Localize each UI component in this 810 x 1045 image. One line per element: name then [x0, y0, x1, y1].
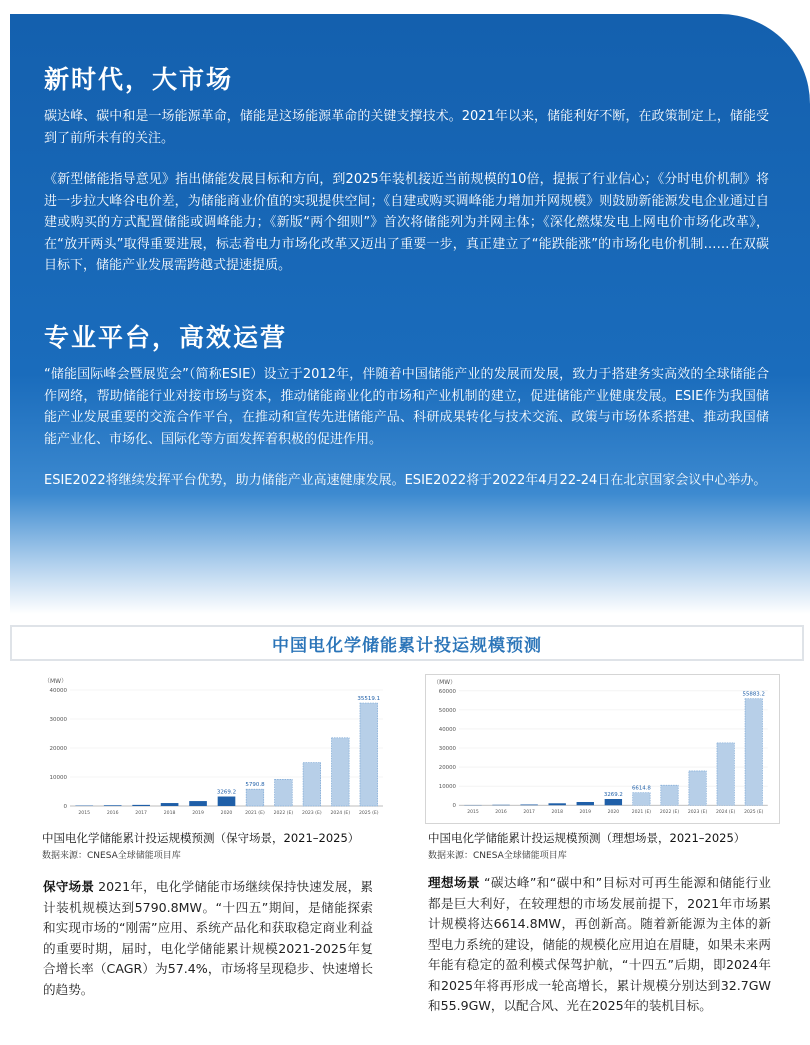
- chart-bar: [132, 805, 150, 806]
- chart-data-label: 35519.1: [357, 695, 381, 702]
- chart-bar: [161, 803, 179, 806]
- chart-xtick-label: 2025 (E): [358, 811, 379, 816]
- chart-bar: [661, 785, 678, 805]
- chart-bar: [717, 743, 734, 805]
- chart-bar: [633, 793, 650, 806]
- description-conservative: [43, 877, 373, 1000]
- chart-banner: 中国电化学储能累计投运规模预测: [10, 625, 804, 661]
- chart-ideal: [425, 674, 780, 824]
- chart-ytick-label: 0: [63, 804, 67, 810]
- chart-ytick-label: 10000: [49, 775, 67, 781]
- chart-source: 数据来源：CNESA全球储能项目库: [428, 851, 567, 861]
- section-new-era: [44, 60, 769, 297]
- chart-xtick-label: 2020: [220, 811, 233, 816]
- chart-data-label: 55883.2: [742, 691, 765, 698]
- description-label: 保守场景: [43, 879, 95, 894]
- chart-ytick-label: 60000: [438, 688, 456, 695]
- chart-bar: [331, 738, 349, 806]
- chart-ideal-svg: [426, 675, 779, 823]
- chart-bar: [520, 804, 537, 805]
- chart-unit-label: （MW）: [433, 679, 457, 686]
- chart-ytick-label: 30000: [49, 717, 67, 723]
- chart-bar: [218, 797, 236, 806]
- section-paragraph: 《新型储能指导意见》指出储能发展目标和方向，到2025年装机接近当前规模的10倍，提振了行业信心；《分时电价机制》将进一步拉大峰谷电价差，为储能商业价值的实现提供空间；《自建或购买调峰能力增加并网规模》则鼓励新能源发电企业通过自建或购买的方式配置储能或调峰能力；《新版“两个细则”》首次将储能列为并网主体；《深化燃煤发电上网电价市场化改革》，在“放开两头”取得重要进展，标志着电力市场化改革又迈出了重要一步，真正建立了“能跌能涨”的市场化电价机制……在双碳目标下，储能产业发展需跨越式提速提质。: [44, 172, 769, 273]
- chart-xtick-label: 2024 (E): [330, 811, 351, 816]
- chart-xtick-label: 2023 (E): [687, 810, 708, 816]
- chart-xtick-label: 2021 (E): [631, 810, 652, 816]
- chart-xtick-label: 2021 (E): [245, 811, 265, 816]
- chart-xtick-label: 2019: [192, 811, 204, 816]
- chart-data-label: 3269.2: [216, 789, 237, 796]
- chart-data-label: 5790.8: [245, 782, 265, 789]
- chart-bar: [104, 805, 122, 806]
- chart-xtick-label: 2023 (E): [302, 811, 322, 816]
- chart-ytick-label: 40000: [438, 726, 456, 733]
- chart-xtick-label: 2016: [495, 810, 507, 816]
- chart-ytick-label: 20000: [49, 746, 67, 752]
- chart-xtick-label: 2022 (E): [273, 811, 294, 816]
- chart-bar: [548, 803, 565, 805]
- chart-bar: [246, 789, 264, 806]
- chart-xtick-label: 2019: [579, 810, 592, 816]
- description-text: “碳达峰”和“碳中和”目标对可再生能源和储能行业都是巨大利好，在较理想的市场发展前提下，2021年市场累计规模将达6614.8MW，再创新高。随着新能源为主体的新型电力系统的建设，储能的规模化应用迫在眉睫，如果未来两年能有稳定的盈利模式保驾护航，“十四五”后期，即2024年和2025年将再形成一轮高增长，累计规模分别达到32.7GW和55.9GW，以配合风、光在2025年的装机目标。: [428, 875, 771, 1013]
- chart-caption-conservative: [42, 830, 402, 861]
- chart-xtick-label: 2022 (E): [659, 810, 680, 816]
- chart-xtick-label: 2025 (E): [744, 810, 764, 816]
- chart-xtick-label: 2017: [523, 810, 535, 816]
- chart-conservative-svg: [38, 674, 393, 824]
- section-paragraph: 碳达峰、碳中和是一场能源革命，储能是这场能源革命的关键支撑技术。2021年以来，储能利好不断，在政策制定上，储能受到了前所未有的关注。: [44, 109, 769, 146]
- chart-bar: [745, 699, 762, 806]
- chart-unit-label: （MW）: [44, 678, 68, 685]
- chart-bar: [605, 799, 622, 805]
- chart-xtick-label: 2017: [135, 811, 147, 816]
- section-platform: [44, 318, 769, 512]
- section-title: 新时代，大市场: [44, 65, 234, 94]
- chart-ytick-label: 40000: [49, 688, 67, 694]
- chart-caption-ideal: [428, 830, 788, 861]
- chart-bar: [689, 771, 706, 805]
- chart-bar: [303, 763, 321, 807]
- chart-bar: [577, 802, 594, 805]
- chart-source: 数据来源：CNESA全球储能项目库: [42, 851, 181, 861]
- chart-data-label: 6614.8: [631, 785, 651, 792]
- chart-bar: [275, 779, 293, 806]
- chart-title: 中国电化学储能累计投运规模预测（理想场景，2021–2025）: [428, 831, 746, 845]
- chart-bar: [189, 801, 207, 806]
- chart-xtick-label: 2024 (E): [715, 810, 736, 816]
- chart-xtick-label: 2020: [607, 810, 620, 816]
- chart-xtick-label: 2018: [551, 810, 563, 816]
- chart-title: 中国电化学储能累计投运规模预测（保守场景，2021–2025）: [42, 831, 360, 845]
- chart-bar: [360, 703, 378, 806]
- chart-ytick-label: 0: [452, 803, 456, 810]
- chart-ytick-label: 50000: [438, 707, 456, 714]
- chart-ytick-label: 20000: [438, 765, 456, 772]
- chart-conservative: [38, 674, 393, 824]
- chart-data-label: 3269.2: [603, 792, 623, 799]
- description-label: 理想场景: [428, 875, 480, 890]
- chart-xtick-label: 2015: [467, 810, 479, 816]
- section-paragraph: ESIE2022将继续发挥平台优势，助力储能产业高速健康发展。ESIE2022将于2022年4月22-24日在北京国家会议中心举办。: [44, 473, 767, 488]
- section-paragraph: “储能国际峰会暨展览会”（简称ESIE）设立于2012年，伴随着中国储能产业的发展而发展，致力于搭建务实高效的全球储能合作网络，帮助储能行业对接市场与资本，推动储能商业化的市场和产业机制的建立，促进储能产业健康发展。ESIE作为我国储能产业发展重要的交流合作平台，在推动和宣传先进储能产品、科研成果转化与技术交流、政策与市场体系搭建、推动我国储能产业化、市场化、国际化等方面发挥着积极的促进作用。: [44, 367, 769, 447]
- chart-xtick-label: 2016: [106, 811, 119, 816]
- description-text: 2021年，电化学储能市场继续保持快速发展，累计装机规模达到5790.8MW。“十四五”期间，是储能探索和实现市场的“刚需”应用、系统产品化和获取稳定商业利益的重要时期，届时，电化学储能累计规模2021-2025年复合增长率（CAGR）为57.4%，市场将呈现稳步、快速增长的趋势。: [43, 879, 373, 997]
- description-ideal: [428, 873, 771, 1017]
- chart-xtick-label: 2018: [163, 811, 176, 816]
- chart-ytick-label: 10000: [438, 784, 456, 791]
- section-title: 专业平台，高效运营: [44, 323, 288, 352]
- chart-ytick-label: 30000: [438, 745, 456, 752]
- chart-xtick-label: 2015: [78, 811, 91, 816]
